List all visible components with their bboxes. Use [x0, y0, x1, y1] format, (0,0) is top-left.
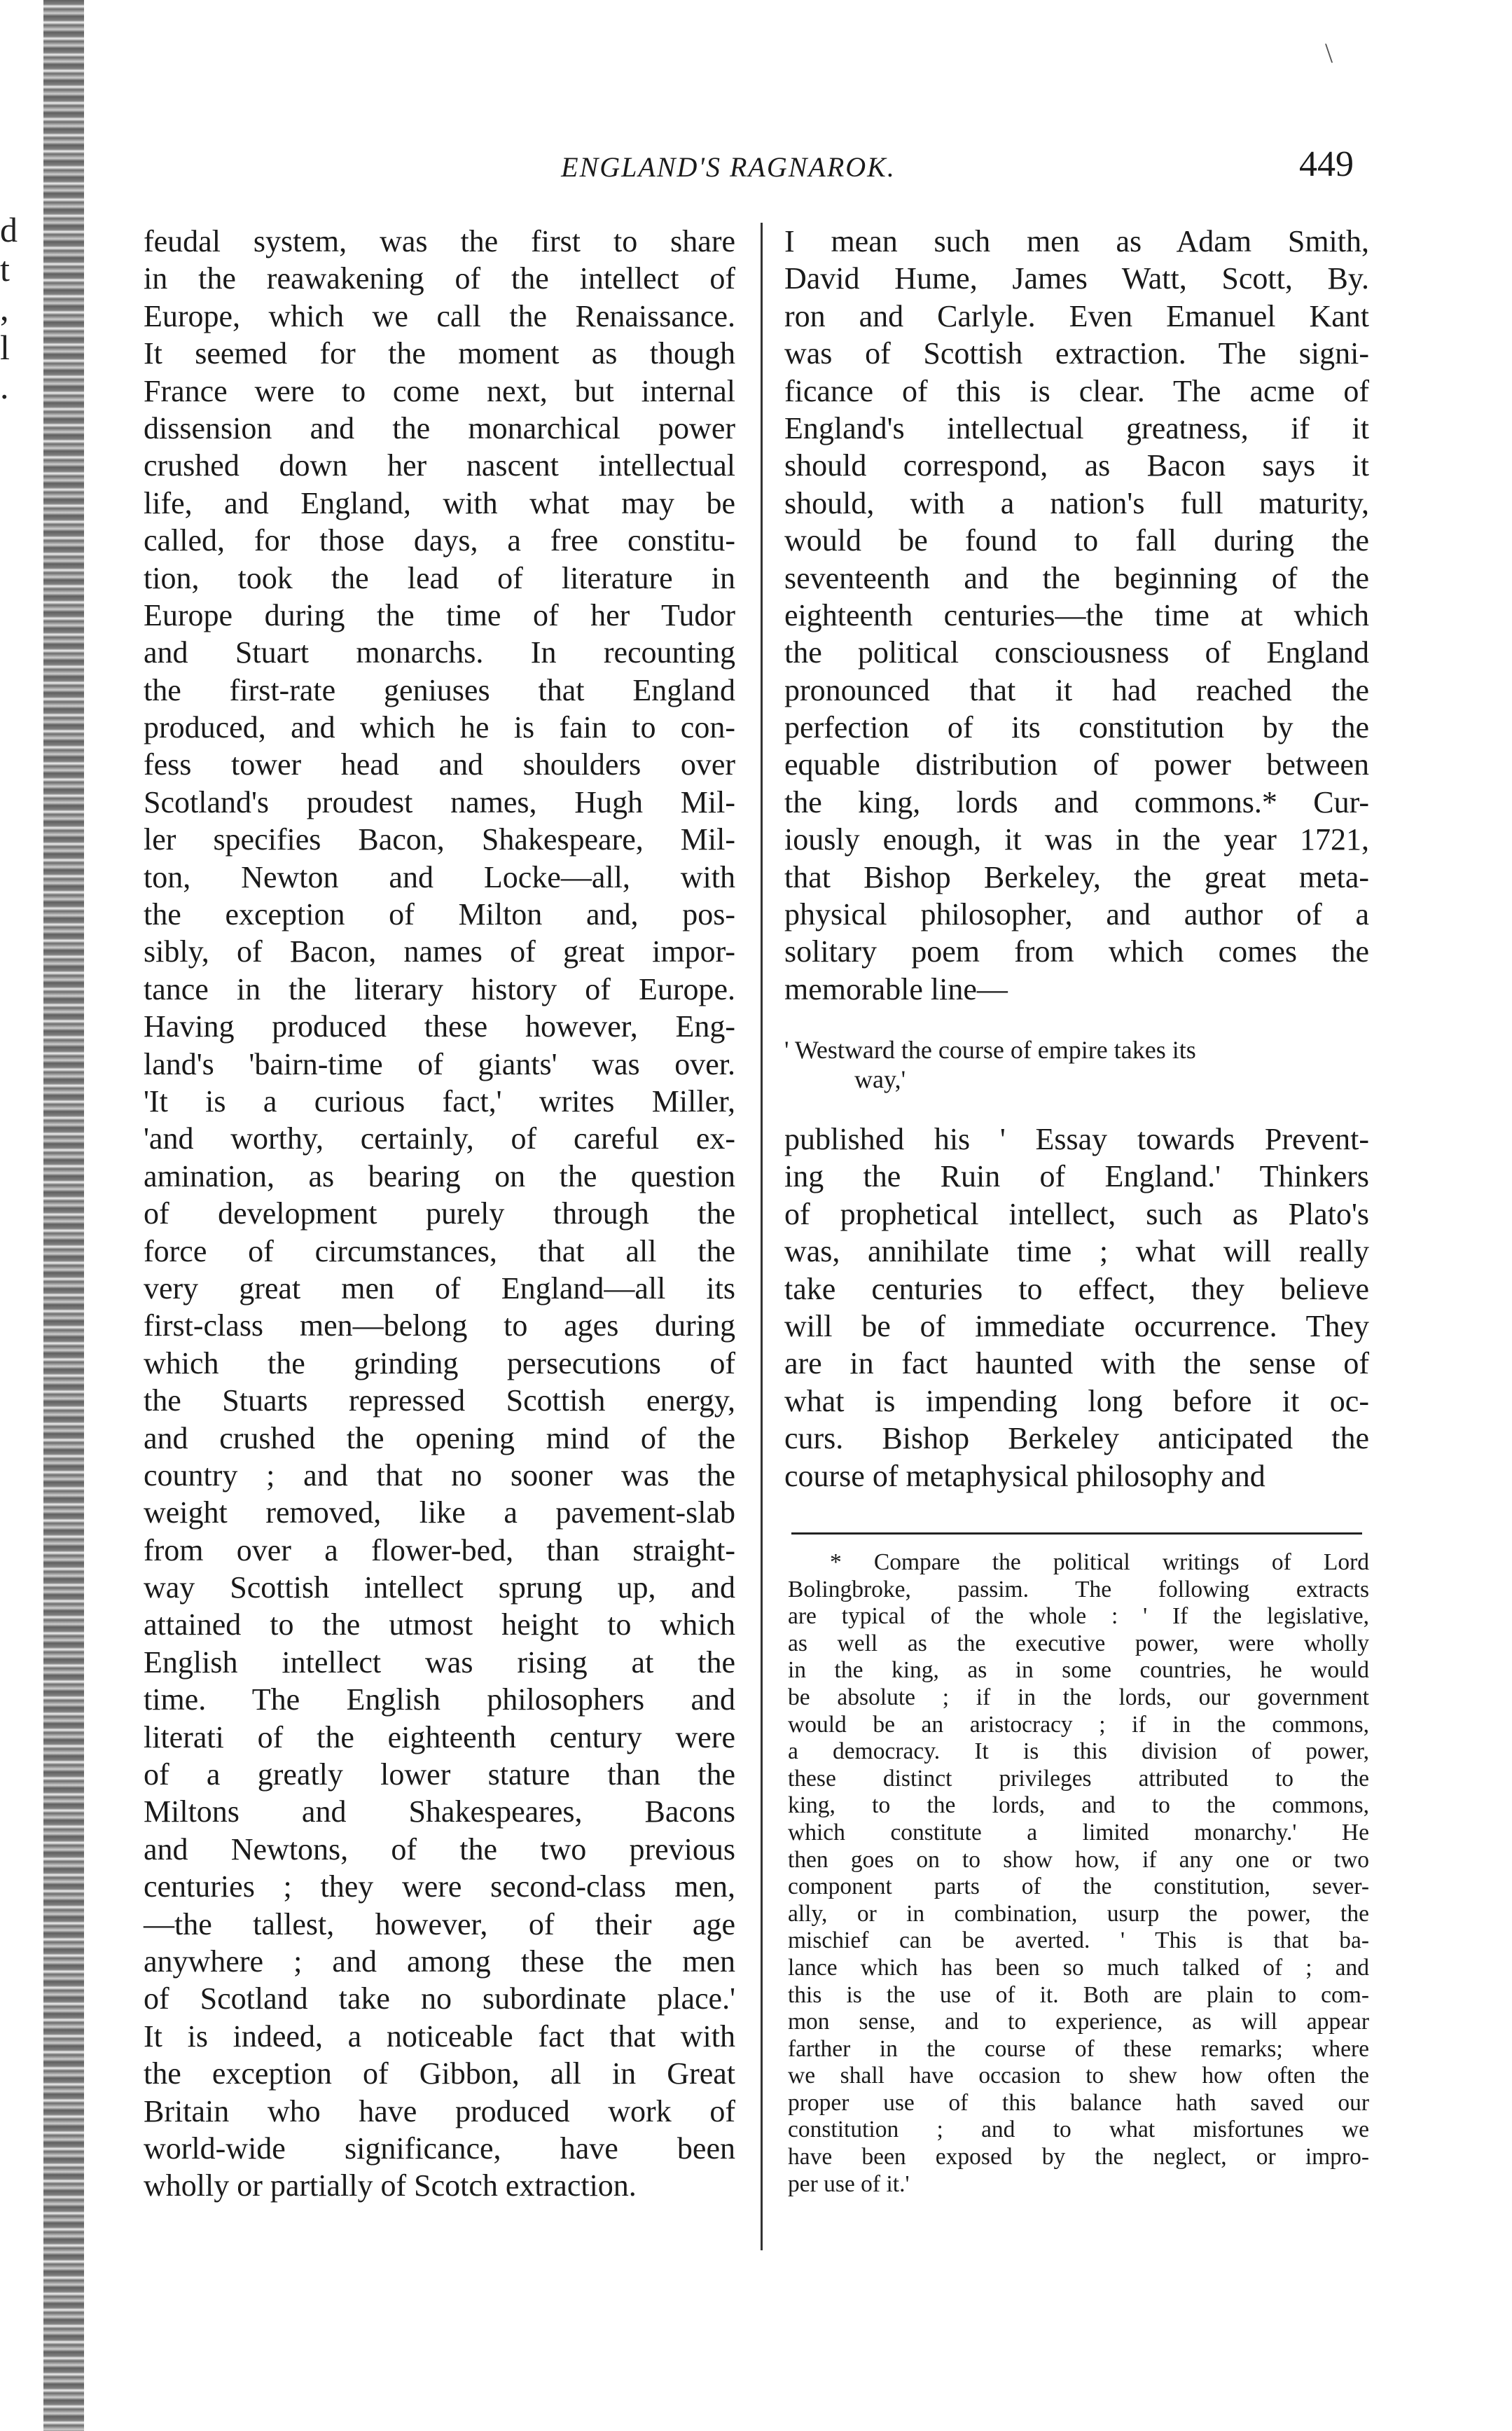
text-line: France were to come next, but internal: [144, 373, 735, 408]
footnote-line: mon sense, and to experience, as will appear: [788, 2009, 1369, 2035]
text-line: Miltons and Shakespeares, Bacons: [144, 1794, 735, 1829]
text-line: called, for those days, a free constitu-: [144, 523, 735, 558]
edge-fragments: [0, 210, 28, 406]
text-line: seventeenth and the beginning of the: [784, 560, 1369, 595]
text-line: course of metaphysical philosophy and: [784, 1458, 1265, 1493]
footnote-line: constitution ; and to what misfortunes we: [788, 2117, 1369, 2143]
text-line: life, and England, with what may be: [144, 485, 735, 520]
text-line: and crushed the opening mind of the: [144, 1420, 735, 1455]
text-line: the Stuarts repressed Scottish energy,: [144, 1383, 735, 1418]
text-line: and Newtons, of the two previous: [144, 1831, 735, 1866]
text-line: 'and worthy, certainly, of careful ex-: [144, 1121, 735, 1156]
footnote-line: have been exposed by the neglect, or impro-: [788, 2144, 1369, 2170]
binding-gutter: [43, 0, 84, 2431]
text-line: feudal system, was the first to share: [144, 224, 735, 258]
text-line: the first-rate geniuses that England: [144, 672, 735, 707]
edge-fragment: d: [0, 210, 18, 249]
text-line: would be found to fall during the: [784, 523, 1369, 558]
footnote-line: be absolute ; if in the lords, our government: [788, 1684, 1369, 1710]
text-line: literati of the eighteenth century were: [144, 1719, 735, 1754]
text-line: pronounced that it had reached the: [784, 672, 1369, 707]
text-line: amination, as bearing on the question: [144, 1158, 735, 1193]
footnote-rule: [791, 1532, 1362, 1535]
text-line: the king, lords and commons.* Cur-: [784, 784, 1369, 819]
running-head: ENGLAND'S RAGNAROK.: [561, 151, 896, 183]
footnote-line: this is the use of it. Both are plain to com-: [788, 1981, 1369, 2008]
text-line: was of Scottish extraction. The signi-: [784, 336, 1369, 371]
text-line: world-wide significance, have been: [144, 2131, 735, 2166]
verse-line: ' Westward the course of empire takes its: [784, 1036, 1196, 1064]
footnote-line: would be an aristocracy ; if in the commons,: [788, 1711, 1369, 1738]
text-line: very great men of England—all its: [144, 1270, 735, 1305]
edge-fragment: .: [0, 367, 9, 406]
text-line: Scotland's proudest names, Hugh Mil-: [144, 784, 735, 819]
edge-fragment: l: [0, 328, 10, 367]
text-line: take centuries to effect, they believe: [784, 1271, 1369, 1306]
text-line: It seemed for the moment as though: [144, 336, 735, 371]
text-line: centuries ; they were second-class men,: [144, 1869, 735, 1904]
text-line: solitary poem from which comes the: [784, 934, 1369, 969]
text-line: 'It is a curious fact,' writes Miller,: [144, 1083, 735, 1118]
text-line: equable distribution of power between: [784, 747, 1369, 782]
footnote-line: Bolingbroke, passim. The following extracts: [788, 1576, 1369, 1602]
text-line: which the grinding persecutions of: [144, 1345, 735, 1380]
footnote-line: which constitute a limited monarchy.' He: [788, 1819, 1369, 1845]
text-line: ing the Ruin of England.' Thinkers: [784, 1159, 1369, 1194]
footnote-line: we shall have occasion to shew how often the: [788, 2063, 1369, 2089]
text-line: first-class men—belong to ages during: [144, 1308, 735, 1343]
right-column-bottom: [784, 1121, 1369, 1495]
footnote-line: farther in the course of these remarks; where: [788, 2035, 1369, 2062]
footnote-line: * Compare the political writings of Lord: [830, 1549, 1369, 1575]
text-line: of prophetical intellect, such as Plato's: [784, 1196, 1369, 1231]
text-line: should, with a nation's full maturity,: [784, 485, 1369, 520]
text-line: what is impending long before it oc-: [784, 1383, 1369, 1418]
text-line: Europe during the time of her Tudor: [144, 597, 735, 632]
footnote-line: as well as the executive power, were wholly: [788, 1630, 1369, 1656]
footnote-line: per use of it.': [788, 2170, 910, 2197]
text-line: Having produced these however, Eng-: [144, 1009, 735, 1044]
text-line: the exception of Gibbon, all in Great: [144, 2056, 735, 2091]
right-column-top: [784, 223, 1369, 1008]
text-line: from over a flower-bed, than straight-: [144, 1532, 735, 1567]
text-line: dissension and the monarchical power: [144, 410, 735, 445]
text-line: the exception of Milton and, pos-: [144, 897, 735, 932]
text-line: force of circumstances, that all the: [144, 1233, 735, 1268]
page-number: 449: [1299, 144, 1354, 184]
text-line: England's intellectual greatness, if it: [784, 410, 1369, 445]
text-line: —the tallest, however, of their age: [144, 1906, 735, 1941]
text-line: that Bishop Berkeley, the great meta-: [784, 859, 1369, 894]
text-line: country ; and that no sooner was the: [144, 1457, 735, 1492]
text-line: published his ' Essay towards Prevent-: [784, 1122, 1369, 1156]
column-divider: [761, 223, 763, 2250]
left-column: [144, 223, 735, 2205]
text-line: are in fact haunted with the sense of: [784, 1346, 1369, 1381]
text-line: of a greatly lower stature than the: [144, 1757, 735, 1792]
text-line: ton, Newton and Locke—all, with: [144, 859, 735, 894]
text-line: ron and Carlyle. Even Emanuel Kant: [784, 298, 1369, 333]
text-line: ficance of this is clear. The acme of: [784, 373, 1369, 408]
verse-line: way,': [854, 1065, 906, 1093]
text-line: land's 'bairn-time of giants' was over.: [144, 1046, 735, 1081]
footnote-line: these distinct privileges attributed to the: [788, 1765, 1369, 1792]
text-line: English intellect was rising at the: [144, 1644, 735, 1679]
footnote-line: ally, or in combination, usurp the power, the: [788, 1900, 1369, 1927]
text-line: attained to the utmost height to which: [144, 1607, 735, 1642]
text-line: tion, took the lead of literature in: [144, 560, 735, 595]
text-line: I mean such men as Adam Smith,: [784, 224, 1369, 258]
text-line: and Stuart monarchs. In recounting: [144, 635, 735, 670]
text-line: of development purely through the: [144, 1196, 735, 1231]
footnote-line: then goes on to show how, if any one or two: [788, 1846, 1369, 1873]
footnote-line: mischief can be averted. ' This is that ba-: [788, 1927, 1369, 1954]
text-line: iously enough, it was in the year 1721,: [784, 822, 1369, 857]
footnote-line: king, to the lords, and to the commons,: [788, 1792, 1369, 1819]
text-line: the political consciousness of England: [784, 635, 1369, 670]
text-line: Britain who have produced work of: [144, 2093, 735, 2128]
text-line: crushed down her nascent intellectual: [144, 448, 735, 483]
text-line: tance in the literary history of Europe.: [144, 971, 735, 1006]
text-line: perfection of its constitution by the: [784, 710, 1369, 745]
footnote-line: are typical of the whole : ' If the legislative,: [788, 1603, 1369, 1630]
text-line: memorable line—: [784, 971, 1008, 1006]
text-line: fess tower head and shoulders over: [144, 747, 735, 782]
text-line: ler specifies Bacon, Shakespeare, Mil-: [144, 822, 735, 857]
verse-quote: [784, 1035, 1369, 1094]
footnote-line: proper use of this balance hath saved our: [788, 2089, 1369, 2116]
edge-fragment: t: [0, 249, 10, 289]
text-line: weight removed, like a pavement-slab: [144, 1495, 735, 1530]
text-line: in the reawakening of the intellect of: [144, 261, 735, 296]
text-line: should correspond, as Bacon says it: [784, 448, 1369, 483]
footnote-line: component parts of the constitution, sever-: [788, 1874, 1369, 1900]
text-line: sibly, of Bacon, names of great impor-: [144, 934, 735, 969]
text-line: anywhere ; and among these the men: [144, 1944, 735, 1979]
edge-fragment: ,: [0, 289, 9, 328]
footnote-line: a democracy. It is this division of power,: [788, 1738, 1369, 1765]
text-line: physical philosopher, and author of a: [784, 897, 1369, 932]
text-line: eighteenth centuries—the time at which: [784, 597, 1369, 632]
footnote-line: lance which has been so much talked of ; and: [788, 1954, 1369, 1981]
footnote: [788, 1549, 1369, 2198]
text-line: produced, and which he is fain to con-: [144, 710, 735, 745]
text-line: wholly or partially of Scotch extraction.: [144, 2168, 637, 2203]
text-line: It is indeed, a noticeable fact that with: [144, 2018, 735, 2053]
footnote-line: in the king, as in some countries, he would: [788, 1657, 1369, 1684]
text-line: was, annihilate time ; what will really: [784, 1234, 1369, 1269]
corner-mark: \: [1325, 37, 1333, 69]
text-line: Europe, which we call the Renaissance.: [144, 298, 735, 333]
text-line: time. The English philosophers and: [144, 1682, 735, 1717]
text-line: curs. Bishop Berkeley anticipated the: [784, 1421, 1369, 1456]
text-line: will be of immediate occurrence. They: [784, 1308, 1369, 1343]
text-line: of Scotland take no subordinate place.': [144, 1981, 735, 2016]
text-line: way Scottish intellect sprung up, and: [144, 1570, 735, 1605]
text-line: David Hume, James Watt, Scott, By.: [784, 261, 1369, 296]
